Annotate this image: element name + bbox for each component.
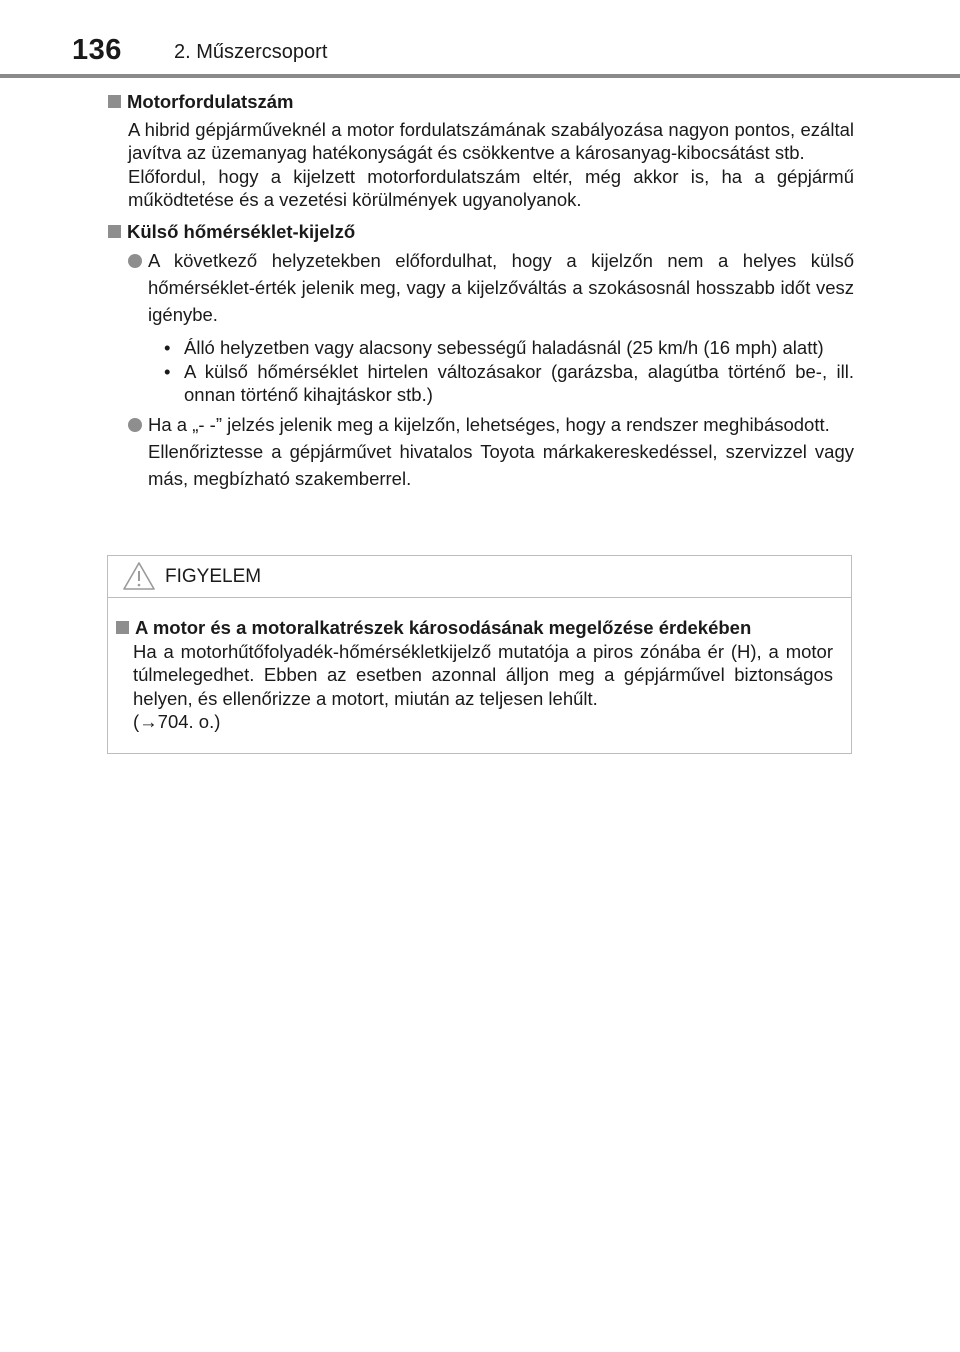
section-body — [128, 118, 854, 212]
bullet-text-block — [148, 411, 854, 492]
header-rule — [0, 74, 960, 78]
chapter-title: 2. Műszercsoport — [174, 41, 328, 63]
page-header — [0, 0, 960, 80]
warning-triangle-icon — [122, 561, 156, 591]
dot-icon: • — [164, 337, 171, 358]
square-bullet-icon — [116, 621, 129, 634]
main-content — [108, 90, 854, 492]
circle-bullet-icon — [128, 418, 142, 432]
sub-list-text: A külső hőmérséklet hirtelen változásakor (garázsba, alagútba történő be-, ill. onnan történő kihajtáskor stb.) — [184, 360, 854, 405]
warning-heading — [116, 616, 833, 640]
section-heading-text: Külső hőmérséklet-kijelző — [127, 220, 356, 242]
warning-header — [108, 556, 851, 598]
bullet-text: A következő helyzetekben előfordulhat, hogy a kijelzőn nem a helyes külső hőmérséklet-érték jelenik meg, vagy a kijelzőváltás a szokásosnál hosszabb időt vesz igénybe. — [148, 250, 854, 325]
sub-list-item — [164, 336, 854, 360]
section-body — [128, 249, 854, 492]
square-bullet-icon — [108, 95, 121, 108]
paragraph: Előfordul, hogy a kijelzett motorfordulatszám eltér, még akkor is, ha a gépjármű működtetése és a vezetési körülmények ugyanolyanok. — [128, 165, 854, 210]
warning-title: FIGYELEM — [165, 566, 262, 587]
page-reference: (→704. o.) — [133, 711, 221, 732]
warning-heading-text: A motor és a motoralkatrészek károsodásának megelőzése érdekében — [135, 617, 752, 638]
warning-text: Ha a motorhűtőfolyadék-hőmérsékletkijelző mutatója a piros zónába ér (H), a motor túlmelegedhet. Ebben az esetben azonnal álljon meg a gépjárművel biztonságos helyen, és ellenőrizze a motort, miután az teljesen lehűlt. — [133, 640, 833, 709]
sub-list — [128, 336, 854, 407]
section-heading — [108, 220, 854, 244]
page-number: 136 — [72, 34, 122, 66]
bullet-text: Ha a „- -” jelzés jelenik meg a kijelzőn, lehetséges, hogy a rendszer meghibásodott. — [148, 413, 830, 435]
square-bullet-icon — [108, 225, 121, 238]
circle-bullet-icon — [128, 254, 142, 268]
section-heading-text: Motorfordulatszám — [127, 91, 294, 112]
section-heading — [108, 90, 854, 114]
warning-box — [107, 555, 852, 754]
bullet-text: Ellenőriztesse a gépjárművet hivatalos Toyota márkakereskedéssel, szervizzel vagy más, megbízható szakemberrel. — [148, 440, 854, 489]
dot-icon: • — [164, 360, 171, 382]
paragraph: A hibrid gépjárműveknél a motor fordulatszámának szabályozása nagyon pontos, ezáltal javítva az üzemanyag hatékonyságát és csökkentve a károsanyag-kibocsátást stb. — [128, 118, 854, 163]
section-engine-speed — [108, 90, 854, 212]
warning-body — [108, 598, 851, 734]
sub-list-item — [164, 360, 854, 407]
section-outside-temp — [108, 220, 854, 492]
sub-list-text: Álló helyzetben vagy alacsony sebességű haladásnál (25 km/h (16 mph) alatt) — [184, 337, 824, 358]
list-item — [128, 249, 854, 328]
list-item — [128, 413, 854, 492]
